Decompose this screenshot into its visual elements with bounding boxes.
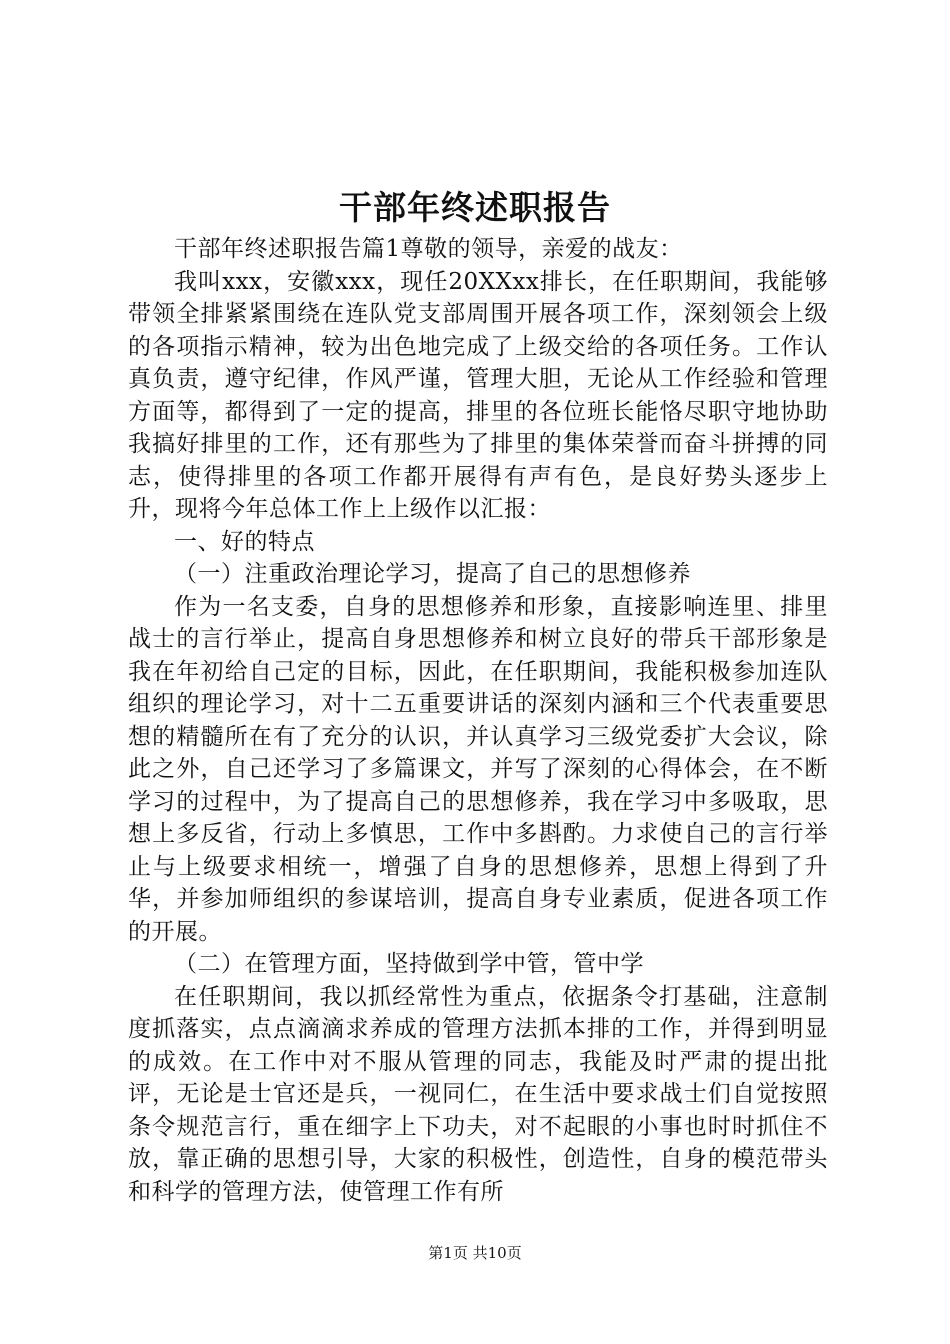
document-body: [128, 233, 828, 1208]
page-number-footer: 第1页 共10页: [428, 1244, 522, 1262]
paragraph-greeting: 干部年终述职报告篇1尊敬的领导，亲爱的战友：: [174, 236, 683, 262]
subsection-heading-1: （一）注重政治理论学习，提高了自己的思想修养: [174, 561, 691, 587]
paragraph-theory-study: 作为一名支委，自身的思想修养和形象，直接影响连里、排里战士的言行举止，提高自身思想修养和树立良好的带兵干部形象是我在年初给自己定的目标，因此，在任职期间，我能积极参加连队组织的理论学习，对十二五重要讲话的深刻内涵和三个代表重要思想的精髓所在有了充分的认识，并认真学习三级党委扩大会议，除此之外，自己还学习了多篇课文，并写了深刻的心得体会，在不断学习的过程中，为了提高自己的思想修养，我在学习中多吸取，思想上多反省，行动上多慎思，工作中多斟酌。力求使自己的言行举止与上级要求相统一，增强了自身的思想修养，思想上得到了升华，并参加师组织的参谋培训，提高自身专业素质，促进各项工作的开展。: [128, 593, 828, 945]
paragraph-management: 在任职期间，我以抓经常性为重点，依据条令打基础，注意制度抓落实，点点滴滴求养成的管理方法抓本排的工作，并得到明显的成效。在工作中对不服从管理的同志，我能及时严肃的提出批评，无论是士官还是兵，一视同仁，在生活中要求战士们自觉按照条令规范言行，重在细字上下功夫，对不起眼的小事也时时抓住不放，靠正确的思想引导，大家的积极性，创造性，自身的模范带头和科学的管理方法，使管理工作有所: [128, 983, 828, 1205]
paragraph-intro: 我叫xxx，安徽xxx，现任20XXxx排长，在任职期间，我能够带领全排紧紧围绕在连队党支部周围开展各项工作，深刻领会上级的各项指示精神，较为出色地完成了上级交给的各项任务。工作认真负责，遵守纪律，作风严谨，管理大胆，无论从工作经验和管理方面等，都得到了一定的提高，排里的各位班长能恪尽职守地协助我搞好排里的工作，还有那些为了排里的集体荣誉而奋斗拼搏的同志，使得排里的各项工作都开展得有声有色，是良好势头逐步上升，现将今年总体工作上上级作以汇报：: [128, 268, 828, 522]
subsection-heading-2: （二）在管理方面，坚持做到学中管，管中学: [174, 951, 644, 977]
section-heading: 一、好的特点: [174, 528, 315, 555]
document-title: 干部年终述职报告: [339, 188, 611, 227]
